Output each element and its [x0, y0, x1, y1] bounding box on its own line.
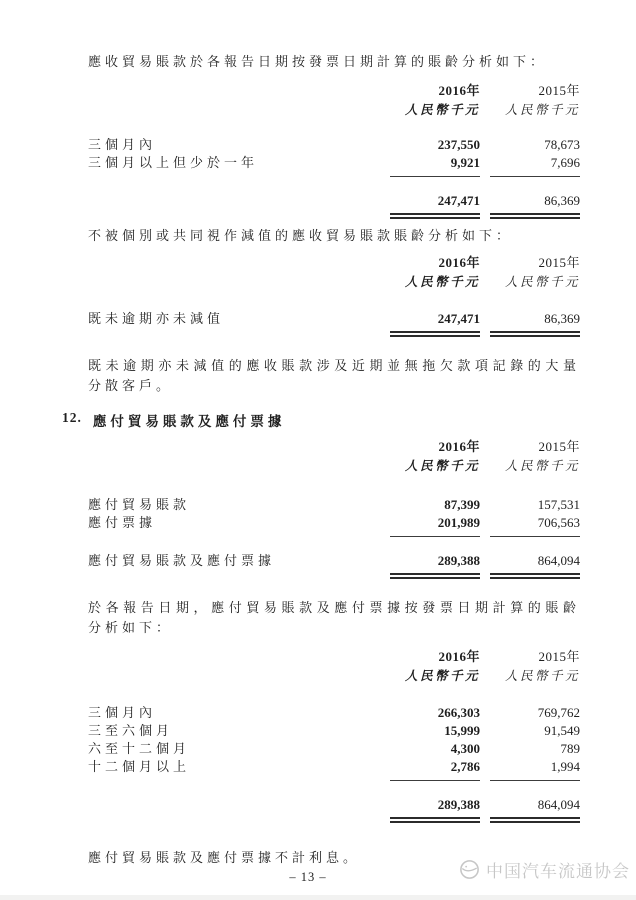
- paragraph-customers: 既未逾期亦未減值的應收賬款涉及近期並無拖欠款項記錄的大量分散客戶。: [88, 358, 580, 393]
- col-header-2016: 2016年: [438, 255, 480, 270]
- table-header-units: [0, 456, 636, 476]
- table-header-years: [0, 648, 636, 666]
- spacer: [0, 686, 636, 704]
- cell-2016: 9,921: [390, 154, 480, 177]
- cell-2015: 789: [560, 741, 580, 756]
- table-not-impaired: [0, 254, 636, 337]
- table-receivables-aging: [0, 82, 636, 219]
- section-12-heading: [62, 410, 580, 430]
- col-unit-2015: 人民幣千元: [504, 669, 580, 683]
- paragraph-no-interest: 應付貿易賬款及應付票據不計利息。: [88, 850, 361, 865]
- paragraph-not-impaired: 不被個別或共同視作減值的應收貿易賬款賬齡分析如下：: [88, 228, 514, 243]
- cell-2016: 15,999: [444, 723, 480, 738]
- col-header-2015: 2015年: [538, 649, 580, 664]
- table-row: [0, 704, 636, 722]
- total-cell-2016: 247,471: [390, 310, 480, 337]
- row-label: 既未逾期亦未減值: [88, 311, 225, 326]
- table-header-years: [0, 82, 636, 100]
- section-title: 應付貿易賬款及應付票據: [92, 414, 286, 429]
- watermark: [458, 857, 630, 882]
- total-cell-2015: 864,094: [490, 552, 580, 579]
- cell-2015: 78,673: [544, 137, 580, 152]
- table-total-row: [0, 310, 636, 337]
- paragraph-payables-aging: 於各報告日期，應付貿易賬款及應付票據按發票日期計算的賬齡分析如下：: [88, 600, 580, 635]
- col-header-2015: 2015年: [538, 439, 580, 454]
- paragraph-receivables-aging: 應收貿易賬款於各報告日期按發票日期計算的賬齡分析如下：: [88, 54, 548, 69]
- table-row: [0, 496, 636, 514]
- col-header-2016: 2016年: [438, 649, 480, 664]
- cell-2016: 2,786: [390, 758, 480, 781]
- cell-2016: 4,300: [450, 741, 480, 756]
- row-label: 六至十二個月: [88, 741, 191, 756]
- table-header-units: [0, 100, 636, 120]
- table-row: [0, 136, 636, 154]
- cell-2015: 157,531: [537, 497, 580, 512]
- watermark-text: 中国汽车流通协会: [486, 862, 630, 881]
- page-number: – 13 –: [289, 870, 327, 884]
- col-header-2016: 2016年: [438, 439, 480, 454]
- col-unit-2016: 人民幣千元: [404, 103, 480, 117]
- table-row: [0, 740, 636, 758]
- row-label: 三個月以上但少於一年: [88, 155, 259, 170]
- cell-2016: 201,989: [390, 514, 480, 537]
- cell-2015: 91,549: [544, 723, 580, 738]
- col-header-2015: 2015年: [538, 255, 580, 270]
- row-label: 應付貿易賬款: [88, 497, 191, 512]
- row-label: 三個月內: [88, 137, 157, 152]
- table-total-row: [0, 796, 636, 823]
- table-header-years: [0, 438, 636, 456]
- cell-2015: 1,994: [490, 758, 580, 781]
- col-unit-2015: 人民幣千元: [504, 103, 580, 117]
- cada-logo-icon: [458, 858, 481, 881]
- section-number: 12.: [62, 410, 82, 425]
- table-row: [0, 514, 636, 537]
- col-header-2016: 2016年: [438, 83, 480, 98]
- col-unit-2016: 人民幣千元: [404, 669, 480, 683]
- row-label: 三個月內: [88, 705, 157, 720]
- cell-2016: 266,303: [437, 705, 480, 720]
- table-total-row: [0, 192, 636, 219]
- cell-2016: 87,399: [444, 497, 480, 512]
- col-unit-2016: 人民幣千元: [404, 275, 480, 289]
- table-row: [0, 758, 636, 781]
- total-cell-2016: 289,388: [390, 552, 480, 579]
- table-payables-aging: [0, 648, 636, 823]
- col-unit-2015: 人民幣千元: [504, 459, 580, 473]
- spacer: [0, 120, 636, 136]
- total-cell-2015: 864,094: [490, 796, 580, 823]
- table-header-units: [0, 272, 636, 292]
- table-payables: [0, 438, 636, 579]
- cell-2016: 237,550: [437, 137, 480, 152]
- total-cell-2016: 289,388: [390, 796, 480, 823]
- row-label: 十二個月以上: [88, 759, 191, 774]
- spacer: [0, 476, 636, 496]
- col-header-2015: 2015年: [538, 83, 580, 98]
- cell-2015: 7,696: [490, 154, 580, 177]
- row-label: 三至六個月: [88, 723, 174, 738]
- table-row: [0, 722, 636, 740]
- total-cell-2016: 247,471: [390, 192, 480, 219]
- table-row: [0, 154, 636, 177]
- spacer: [0, 292, 636, 308]
- total-cell-2015: 86,369: [490, 310, 580, 337]
- col-unit-2015: 人民幣千元: [504, 275, 580, 289]
- row-label: 應付票據: [88, 515, 157, 530]
- table-header-years: [0, 254, 636, 272]
- cell-2015: 706,563: [490, 514, 580, 537]
- table-header-units: [0, 666, 636, 686]
- page-bottom-edge: [0, 895, 636, 900]
- row-label: 應付貿易賬款及應付票據: [88, 553, 276, 568]
- col-unit-2016: 人民幣千元: [404, 459, 480, 473]
- cell-2015: 769,762: [537, 705, 580, 720]
- table-total-row: [0, 552, 636, 579]
- total-cell-2015: 86,369: [490, 192, 580, 219]
